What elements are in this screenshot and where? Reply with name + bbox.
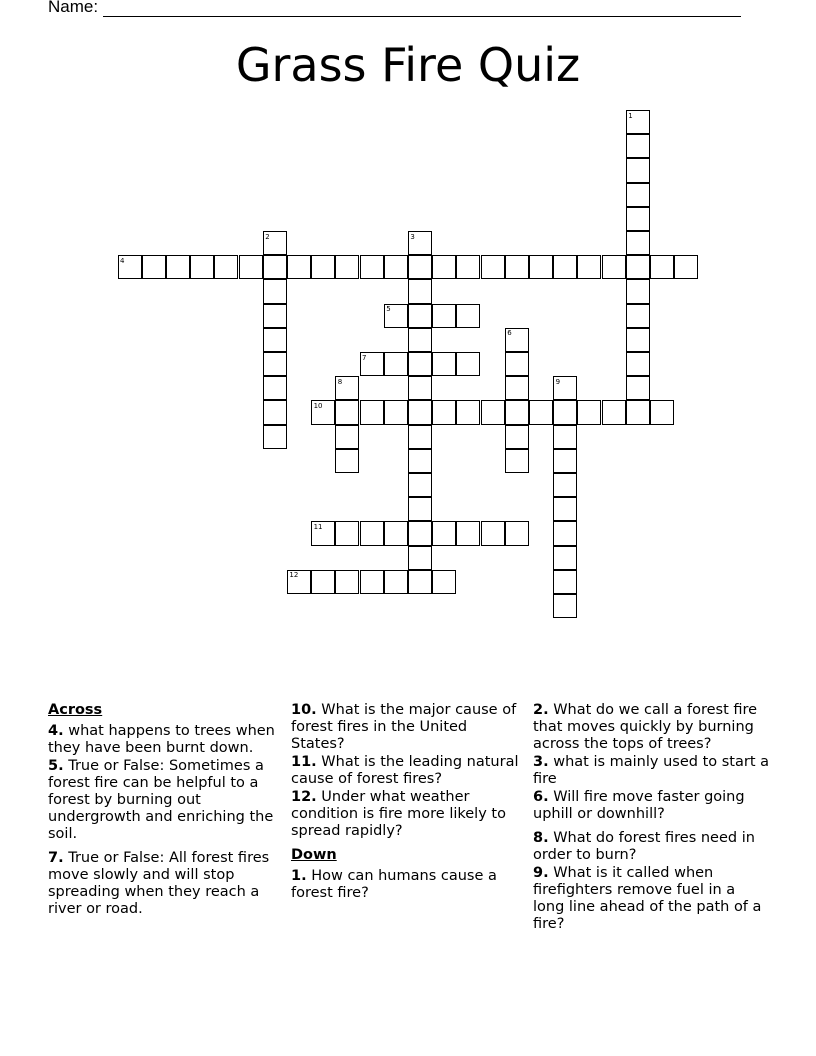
clue-number: 5 [386, 305, 391, 314]
grid-cell[interactable] [263, 231, 287, 255]
grid-cell[interactable] [190, 255, 214, 279]
grid-cell[interactable] [577, 400, 601, 424]
grid-cell[interactable] [311, 570, 335, 594]
clue-number: 8 [337, 377, 343, 386]
clue-number: 12 [289, 571, 299, 580]
grid-cell[interactable] [142, 255, 166, 279]
grid-cell[interactable] [335, 376, 359, 400]
down-heading: Down [291, 847, 337, 863]
clue-down-2: 2. What do we call a forest fire that moves quickly by burning across the tops of trees? [533, 702, 758, 752]
clue-across-4: 4. what happens to trees when they have been burnt down. [48, 723, 275, 756]
grid-cell[interactable] [505, 376, 529, 400]
grid-cell[interactable] [456, 400, 480, 424]
grid-cell[interactable] [408, 255, 432, 279]
clue-across-10: 10. What is the major cause of forest fires in the United States? [291, 702, 517, 752]
grid-cell[interactable] [432, 352, 456, 376]
grid-cell[interactable] [408, 328, 432, 352]
clue-across-7: 7. True or False: All forest fires move slowly and will stop spreading when they reach a river or road. [48, 850, 270, 917]
grid-cell[interactable] [553, 473, 577, 497]
grid-cell[interactable] [360, 521, 384, 545]
grid-cell[interactable] [360, 255, 384, 279]
grid-cell[interactable] [553, 497, 577, 521]
grid-cell[interactable] [335, 400, 359, 424]
grid-cell[interactable] [626, 279, 650, 303]
grid-cell[interactable] [626, 207, 650, 231]
name-field [48, 0, 741, 17]
grid-cell[interactable] [602, 255, 626, 279]
grid-cell[interactable] [263, 376, 287, 400]
grid-cell[interactable] [505, 425, 529, 449]
grid-cell[interactable] [432, 255, 456, 279]
grid-cell[interactable] [674, 255, 698, 279]
grid-cell[interactable] [335, 449, 359, 473]
clue-number: 11 [313, 522, 323, 531]
grid-cell[interactable] [263, 328, 287, 352]
grid-cell[interactable] [408, 473, 432, 497]
page-title: Grass Fire Quiz [235, 38, 581, 92]
grid-cell[interactable] [456, 255, 480, 279]
grid-cell[interactable] [456, 521, 480, 545]
clue-across-12: 12. Under what weather condition is fire more likely to spread rapidly? [291, 789, 506, 839]
clue-number: 2 [265, 232, 270, 241]
grid-cell[interactable] [384, 352, 408, 376]
clues-column-2 [291, 702, 523, 903]
grid-cell[interactable] [553, 521, 577, 545]
grid-cell[interactable] [408, 400, 432, 424]
grid-cell[interactable] [287, 570, 311, 594]
grid-cell[interactable] [335, 425, 359, 449]
name-line[interactable] [103, 1, 741, 17]
clue-number: 4 [120, 256, 125, 265]
clue-down-8: 8. What do forest fires need in order to burn? [533, 830, 755, 863]
clue-down-6: 6. Will fire move faster going uphill or downhill? [533, 789, 745, 822]
grid-cell[interactable] [626, 231, 650, 255]
clue-number: 10 [313, 401, 323, 410]
grid-cell[interactable] [408, 449, 432, 473]
grid-cell[interactable] [311, 521, 335, 545]
clues-column-1 [48, 702, 282, 919]
grid-cell[interactable] [553, 255, 577, 279]
grid-cell[interactable] [311, 255, 335, 279]
grid-cell[interactable] [384, 304, 408, 328]
name-label: Name: [48, 0, 99, 16]
grid-cell[interactable] [553, 546, 577, 570]
grid-cell[interactable] [263, 255, 287, 279]
grid-cell[interactable] [456, 352, 480, 376]
grid-cell[interactable] [408, 376, 432, 400]
grid-cell[interactable] [214, 255, 238, 279]
grid-cell[interactable] [553, 449, 577, 473]
grid-cell[interactable] [529, 255, 553, 279]
grid-cell[interactable] [432, 304, 456, 328]
grid-cell[interactable] [408, 304, 432, 328]
grid-cell[interactable] [481, 255, 505, 279]
clue-across-5: 5. True or False: Sometimes a forest fire can be helpful to a forest by burning out undergrowth and enriching the soil. [48, 758, 274, 842]
grid-cell[interactable] [384, 521, 408, 545]
grid-cell[interactable] [553, 400, 577, 424]
grid-cell[interactable] [602, 400, 626, 424]
grid-cell[interactable] [553, 594, 577, 618]
grid-cell[interactable] [626, 400, 650, 424]
grid-cell[interactable] [408, 570, 432, 594]
grid-cell[interactable] [505, 328, 529, 352]
grid-cell[interactable] [626, 110, 650, 134]
grid-cell[interactable] [408, 546, 432, 570]
grid-cell[interactable] [626, 158, 650, 182]
grid-cell[interactable] [432, 521, 456, 545]
grid-cell[interactable] [505, 400, 529, 424]
grid-cell[interactable] [481, 521, 505, 545]
clue-across-11: 11. What is the leading natural cause of forest fires? [291, 754, 519, 787]
grid-cell[interactable] [505, 521, 529, 545]
grid-cell[interactable] [456, 304, 480, 328]
grid-cell[interactable] [287, 255, 311, 279]
grid-cell[interactable] [384, 255, 408, 279]
grid-cell[interactable] [481, 400, 505, 424]
grid-cell[interactable] [626, 304, 650, 328]
grid-cell[interactable] [263, 279, 287, 303]
grid-cell[interactable] [408, 352, 432, 376]
grid-cell[interactable] [263, 400, 287, 424]
grid-cell[interactable] [553, 376, 577, 400]
grid-cell[interactable] [650, 400, 674, 424]
grid-cell[interactable] [360, 570, 384, 594]
grid-cell[interactable] [505, 352, 529, 376]
grid-cell[interactable] [239, 255, 263, 279]
grid-cell[interactable] [626, 352, 650, 376]
grid-cell[interactable] [577, 255, 601, 279]
grid-cell[interactable] [553, 570, 577, 594]
grid-cell[interactable] [335, 255, 359, 279]
clue-number: 1 [628, 111, 633, 120]
grid-cell[interactable] [529, 400, 553, 424]
clue-number: 7 [362, 353, 367, 362]
clues-column-3 [533, 702, 769, 934]
grid-cell[interactable] [384, 570, 408, 594]
grid-cell[interactable] [263, 304, 287, 328]
grid-cell[interactable] [360, 400, 384, 424]
clue-number: 3 [410, 232, 415, 241]
grid-cell[interactable] [408, 279, 432, 303]
grid-cell[interactable] [166, 255, 190, 279]
grid-cell[interactable] [432, 400, 456, 424]
grid-cell[interactable] [408, 425, 432, 449]
grid-cell[interactable] [408, 231, 432, 255]
grid-cell[interactable] [335, 521, 359, 545]
grid-cell[interactable] [505, 449, 529, 473]
grid-cell[interactable] [263, 425, 287, 449]
grid-cell[interactable] [360, 352, 384, 376]
grid-cell[interactable] [408, 521, 432, 545]
grid-cell[interactable] [505, 255, 529, 279]
clue-down-1: 1. How can humans cause a forest fire? [291, 868, 497, 901]
grid-cell[interactable] [263, 352, 287, 376]
grid-cell[interactable] [118, 255, 142, 279]
grid-cell[interactable] [408, 497, 432, 521]
grid-cell[interactable] [626, 376, 650, 400]
grid-cell[interactable] [626, 328, 650, 352]
grid-cell[interactable] [335, 570, 359, 594]
across-heading: Across [48, 702, 103, 718]
grid-cell[interactable] [626, 183, 650, 207]
grid-cell[interactable] [311, 400, 335, 424]
clue-down-9: 9. What is it called when firefighters remove fuel in a long line ahead of the path of a fire? [533, 865, 762, 932]
grid-cell[interactable] [650, 255, 674, 279]
grid-cell[interactable] [384, 400, 408, 424]
clue-number: 9 [555, 377, 561, 386]
grid-cell[interactable] [553, 425, 577, 449]
clue-down-3: 3. what is mainly used to start a fire [533, 754, 769, 787]
grid-cell[interactable] [432, 570, 456, 594]
grid-cell[interactable] [626, 255, 650, 279]
grid-cell[interactable] [626, 134, 650, 158]
clue-number: 6 [507, 329, 512, 338]
